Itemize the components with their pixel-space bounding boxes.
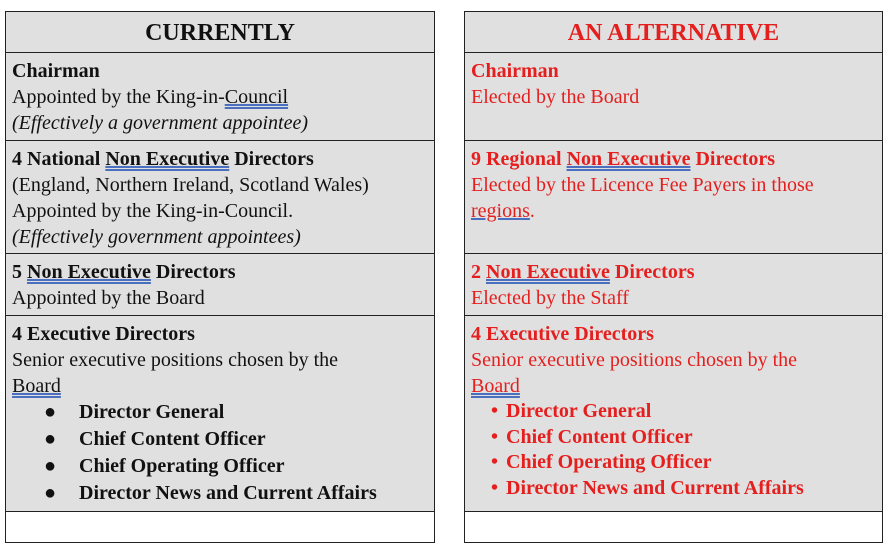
alternative-exec-desc: Senior executive positions chosen by the [471,349,798,371]
current-nonexec-appointment: Appointed by the Board [12,287,205,309]
bullet-icon: ● [44,455,57,477]
alternative-exec-title: 4 Executive Directors [471,323,654,345]
list-item: • Chief Content Officer [471,425,876,451]
current-national-directors-cell [6,141,434,254]
alternative-empty-row [465,512,882,542]
current-national-note: (Effectively government appointees) [12,226,301,248]
list-item: • Director General [471,399,876,425]
current-exec-title: 4 Executive Directors [12,323,195,345]
alternative-regional-title: 9 Regional Non Executive Directors [471,148,776,170]
current-national-directors-title: 4 National Non Executive Directors [12,148,314,170]
alternative-header: AN ALTERNATIVE [465,12,882,53]
alternative-exec-directors-cell [465,316,882,512]
bullet-icon: ● [44,428,57,450]
alternative-nonexec-title: 2 Non Executive Directors [471,261,695,283]
current-national-nations: (England, Northern Ireland, Scotland Wales) [12,174,369,196]
alternative-exec-desc-board: Board [471,375,520,397]
current-exec-directors-cell [6,316,434,512]
list-item: • Director News and Current Affairs [471,476,876,502]
alternative-exec-list [471,399,876,501]
current-empty-row [6,512,434,542]
alternative-nonexec-directors-cell [465,254,882,316]
bullet-icon: ● [44,482,57,504]
bullet-icon: • [491,425,499,448]
current-national-appointment: Appointed by the King-in-Council. [12,200,294,222]
alternative-chairman-cell [465,53,882,141]
alternative-regional-directors-cell [465,141,882,254]
alternative-regional-regions: regions. [471,200,535,222]
current-nonexec-directors-cell [6,254,434,316]
list-item: ● Director General [12,399,428,426]
current-header: CURRENTLY [6,12,434,53]
alternative-chairman-election: Elected by the Board [471,86,640,108]
current-nonexec-title: 5 Non Executive Directors [12,261,236,283]
alternative-nonexec-election: Elected by the Staff [471,287,629,309]
list-item: ● Chief Operating Officer [12,453,428,480]
bullet-icon: • [491,451,499,473]
current-chairman-note: (Effectively a government appointee) [12,112,308,134]
list-item: • Chief Operating Officer [471,450,876,476]
list-item: ● Chief Content Officer [12,426,428,453]
current-exec-desc: Senior executive positions chosen by the [12,349,339,371]
list-item: ● Director News and Current Affairs [12,480,428,507]
current-chairman-cell [6,53,434,141]
bullet-icon: • [491,476,499,499]
bullet-icon: • [491,400,499,422]
alternative-chairman-title: Chairman [471,60,559,82]
alternative-structure-table [464,11,883,543]
current-chairman-appointment: Appointed by the King-in-Council [12,86,289,108]
current-exec-desc-board: Board [12,375,61,397]
bullet-icon: ● [44,401,57,423]
current-chairman-title: Chairman [12,60,100,82]
current-exec-list [12,399,428,507]
current-structure-table [5,11,435,543]
alternative-regional-election: Elected by the Licence Fee Payers in those [471,174,814,196]
